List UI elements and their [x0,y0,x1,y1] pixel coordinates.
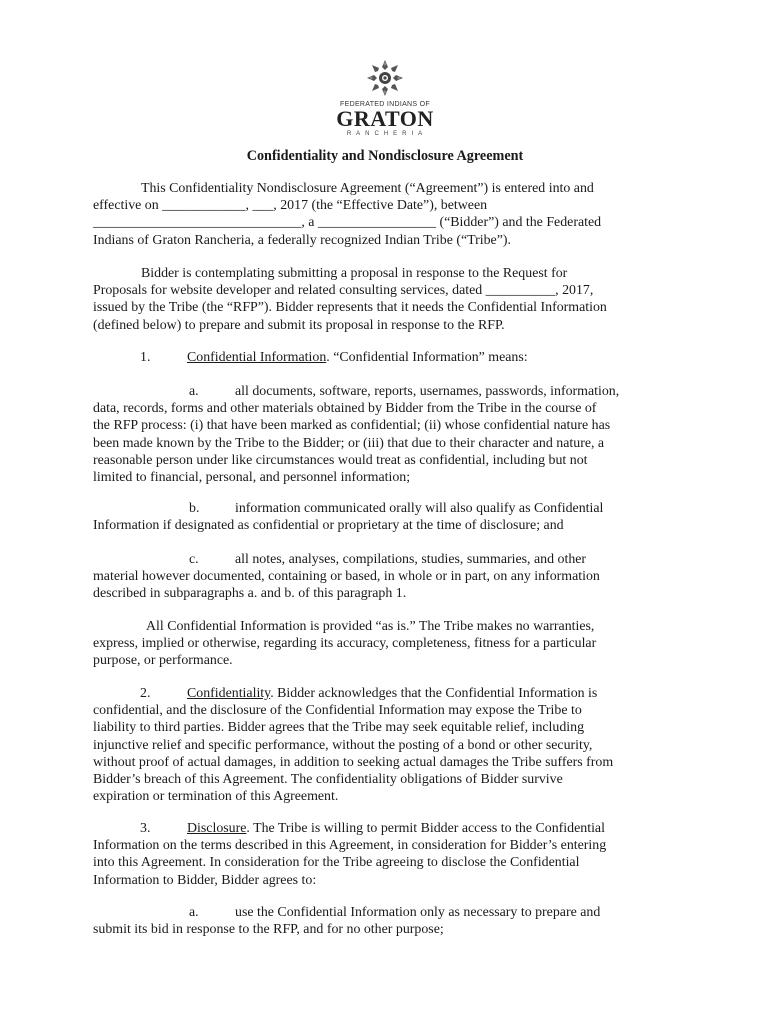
text-line: express, implied or otherwise, regarding its accuracy, completeness, fitness for a particular [93,636,597,652]
section-3a [93,904,683,938]
section-number: 1. [140,350,151,365]
text-line: All Confidential Information is provided “as is.” The Tribe makes no warranties, [146,619,595,634]
logo-subtitle: RANCHERIA [346,131,428,137]
text-line: use the Confidential Information only as necessary to prepare and [235,905,601,920]
section-1b [93,500,683,534]
section-1c [93,551,683,603]
text-line: Information if designated as confidential or proprietary at the time of disclosure; and [93,518,564,534]
recital-line: issued by the Tribe (the “RFP”). Bidder represents that it needs the Confidential Information [93,300,607,316]
intro-line: ______________________________, a _________________ (“Bidder”) and the Federated [93,215,602,231]
section-number: 3. [140,821,151,836]
text-line: all documents, software, reports, usernames, passwords, information, [235,384,620,399]
section-heading: Disclosure [187,821,247,836]
flower-seal-icon [365,58,405,98]
text-line: described in subparagraphs a. and b. of this paragraph 1. [93,586,407,602]
section-number: 2. [140,686,151,701]
text-line: limited to financial, personal, and personnel information; [93,470,411,486]
section-heading: Confidentiality [187,686,271,701]
document-title: Confidentiality and Nondisclosure Agreement [246,148,524,164]
section-lead: . “Confidential Information” means: [326,350,528,365]
as-is-paragraph [93,618,683,670]
intro-line: This Confidentiality Nondisclosure Agreement (“Agreement”) is entered into and [141,181,594,196]
graton-logo [335,58,435,137]
recital-line: Proposals for website developer and related consulting services, dated __________, 2017, [93,283,594,299]
recital-paragraph [93,265,683,334]
text-line: into this Agreement. In consideration for the Tribe agreeing to disclose the Confidential [93,855,580,871]
text-line: purpose, or performance. [93,653,233,669]
text-line: expiration or termination of this Agreement. [93,789,339,805]
section-1-heading [93,349,683,366]
text-line: information communicated orally will also qualify as Confidential [235,501,604,516]
text-line: all notes, analyses, compilations, studies, summaries, and other [235,552,587,567]
subsection-label: a. [189,905,199,920]
subsection-label: a. [189,384,199,399]
intro-line: Indians of Graton Rancheria, a federally recognized Indian Tribe (“Tribe”). [93,232,511,248]
text-line: data, records, forms and other materials obtained by Bidder from the Tribe in the course of [93,401,597,417]
section-3 [93,820,683,889]
section-2 [93,685,683,805]
text-line: liability to third parties. Bidder agrees that the Tribe may seek equitable relief, including [93,720,585,736]
section-1a [93,383,683,486]
subsection-label: b. [189,501,200,516]
intro-paragraph [93,180,683,249]
intro-line: effective on ____________, ___, 2017 (the “Effective Date”), between [93,198,488,214]
text-line: the RFP process: (i) that have been marked as confidential; (ii) whose confidential nature has [93,418,611,434]
text-line: injunctive relief and specific performance, without the posting of a bond or other security, [93,737,593,753]
text-line: material however documented, containing or based, in whole or in part, on any information [93,569,600,585]
logo-tagline: FEDERATED INDIANS OF [340,101,430,108]
recital-line: (defined below) to prepare and submit its proposal in response to the RFP. [93,317,505,333]
recital-line: Bidder is contemplating submitting a proposal in response to the Request for [141,266,568,281]
logo-wordmark: GRATON [336,106,434,131]
text-line: without proof of actual damages, in addition to seeking actual damages the Tribe suffers from [93,754,614,770]
text-line: . The Tribe is willing to permit Bidder access to the Confidential [246,821,605,836]
text-line: confidential, and the disclosure of the Confidential Information may expose the Tribe to [93,703,582,719]
text-line: . Bidder acknowledges that the Confidential Information is [270,686,598,701]
text-line: been made known by the Tribe to the Bidder; or (iii) that due to their character and nature, a [93,435,605,451]
text-line: reasonable person under like circumstances would treat as confidential, including but not [93,452,588,468]
text-line: Information on the terms described in this Agreement, in consideration for Bidder’s entering [93,838,607,854]
text-line: Bidder’s breach of this Agreement. The confidentiality obligations of Bidder survive [93,772,563,788]
section-heading: Confidential Information [187,350,327,365]
subsection-label: c. [189,552,199,567]
text-line: submit its bid in response to the RFP, and for no other purpose; [93,922,444,938]
text-line: Information to Bidder, Bidder agrees to: [93,872,317,888]
